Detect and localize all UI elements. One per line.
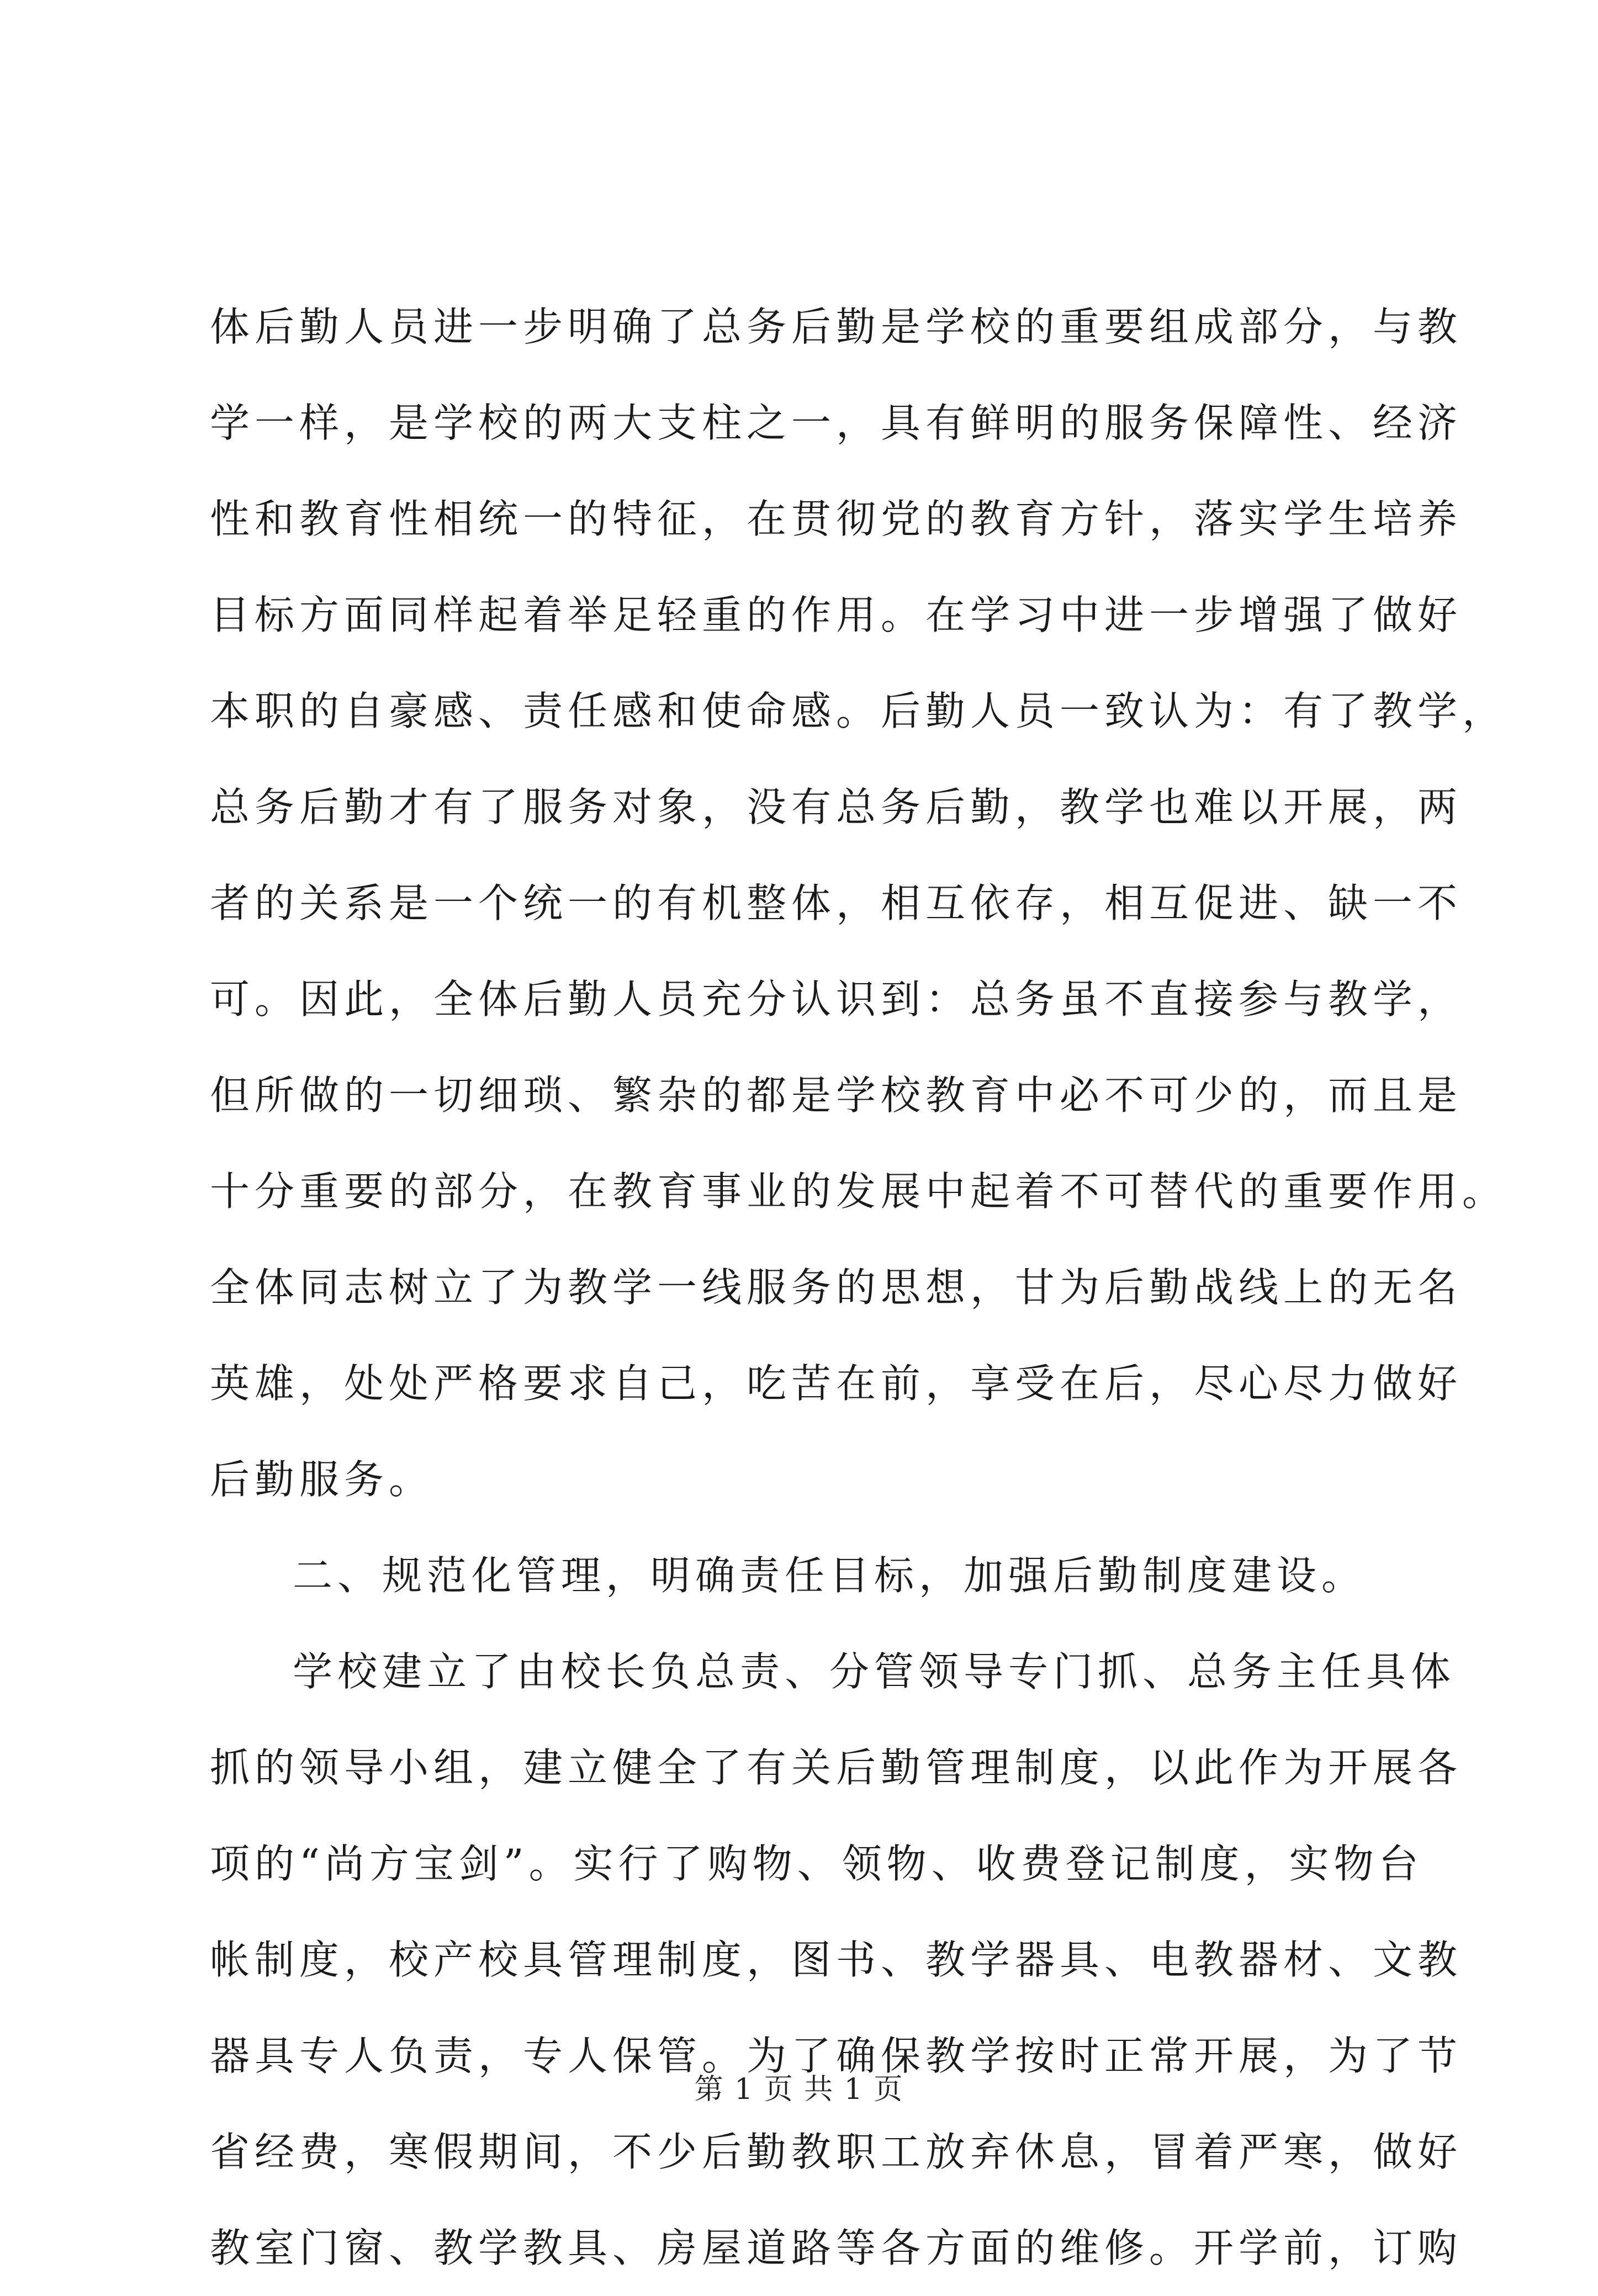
text-line: 抓的领导小组，建立健全了有关后勤管理制度，以此作为开展各 [210,1744,1463,1791]
text-line: 可。因此，全体后勤人员充分认识到：总务虽不直接参与教学， [210,976,1463,1022]
text-line: 者的关系是一个统一的有机整体，相互依存，相互促进、缺一不 [210,880,1463,926]
text-line: 全体同志树立了为教学一线服务的思想，甘为后勤战线上的无名 [210,1264,1463,1311]
text-line: 学一样，是学校的两大支柱之一，具有鲜明的服务保障性、经济 [210,400,1463,446]
text-line: 器具专人负责，专人保管。为了确保教学按时正常开展，为了节 [210,2033,1463,2079]
text-line: 但所做的一切细琐、繁杂的都是学校教育中必不可少的，而且是 [210,1072,1463,1118]
text-line: 后勤服务。 [210,1456,434,1503]
text-line: 目标方面同样起着举足轻重的作用。在学习中进一步增强了做好 [210,592,1463,638]
text-line: 体后勤人员进一步明确了总务后勤是学校的重要组成部分，与教 [210,304,1463,350]
text-line: 教室门窗、教学教具、房屋道路等各方面的维修。开学前，订购 [210,2225,1463,2271]
text-line: 英雄，处处严格要求自己，吃苦在前，享受在后，尽心尽力做好 [210,1360,1463,1407]
text-line: 十分重要的部分，在教育事业的发展中起着不可替代的重要作用。 [210,1168,1507,1215]
text-line: 性和教育性相统一的特征，在贯彻党的教育方针，落实学生培养 [210,496,1463,542]
body-text [210,279,1507,2296]
text-line: 项的“尚方宝剑”。实行了购物、领物、收费登记制度，实物台 [210,1841,1424,1887]
text-line: 省经费，寒假期间，不少后勤教职工放弃休息，冒着严寒，做好 [210,2129,1463,2175]
section-heading: 二、规范化管理，明确责任目标，加强后勤制度建设。 [293,1552,1367,1599]
text-line: 总务后勤才有了服务对象，没有总务后勤，教学也难以开展，两 [210,784,1463,830]
paragraph-first-line: 学校建立了由校长负总责、分管领导专门抓、总务主任具体 [293,1648,1456,1695]
text-line: 本职的自豪感、责任感和使命感。后勤人员一致认为：有了教学， [210,688,1507,734]
page-footer: 第 1 页 共 1 页 [694,2073,904,2106]
text-line: 帐制度，校产校具管理制度，图书、教学器具、电教器材、文教 [210,1937,1463,1983]
